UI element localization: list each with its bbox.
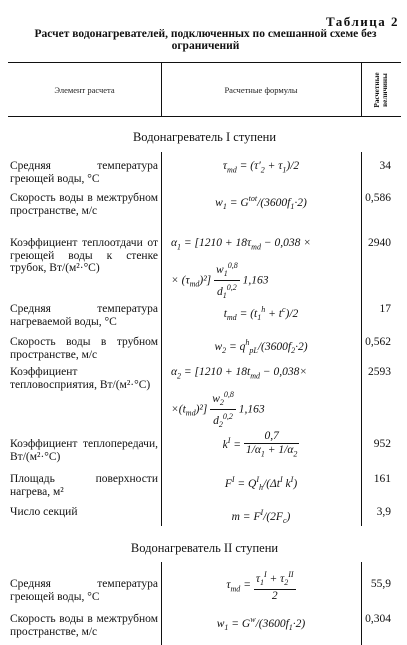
- row-value: 0,586: [365, 192, 391, 204]
- row-value: 2593: [368, 366, 391, 378]
- row-label: Средняя температура нагреваемой воды, °С: [10, 303, 158, 328]
- row-formula: $F^I = Q^I_h/(\Delta t^I$ $k^I$): [224, 475, 298, 493]
- row-value: 161: [373, 473, 391, 485]
- stage2-title: Водонагреватель II ступени: [130, 541, 279, 555]
- row-formula: $\tau_{md}$ = $\frac{\tau_1^I + \tau_2^{II}}{2}$: [226, 570, 294, 603]
- row-formula: $w_1 = G^w/(3600f_1\cdot 2)$: [216, 615, 306, 633]
- row-value: 0,562: [365, 336, 391, 348]
- row-label: Коэффициент теплопередачи, Вт/(м²·°С): [10, 438, 158, 463]
- row-label: Число секций: [10, 506, 78, 518]
- header-bottom-rule: [8, 116, 401, 117]
- stage2-divider-2: [361, 562, 362, 645]
- row-value: 17: [379, 303, 391, 315]
- row-formula: $t_{md} = (t_1^h + t^c)/2$: [223, 305, 299, 323]
- row-label: Коэффициент теплоотдачи от греющей воды к стенке трубок, Вт/(м²·°С): [10, 237, 158, 274]
- row-value: 55,9: [370, 578, 391, 590]
- row-formula: $\alpha_1 = [1210 + 18\tau_{md} - 0,038$ × × $(\tau_{md})^2$] $\frac{w_1^{0,8}}{d_1^{0,2}}$ 1,163: [171, 237, 311, 301]
- header-values-line2: величины: [380, 72, 389, 107]
- header-formulas: Расчетные формулы: [224, 85, 298, 95]
- header-values: [361, 64, 401, 115]
- row-label: Скорость воды в межтрубном пространстве, м/с: [10, 613, 158, 638]
- row-value: 2940: [368, 237, 391, 249]
- top-rule: [8, 62, 401, 63]
- stage1-title: Водонагреватель I ступени: [132, 130, 277, 144]
- row-value: 952: [373, 438, 391, 450]
- row-value: 0,304: [365, 613, 391, 625]
- row-label: Средняя температура греющей воды, °С: [10, 160, 158, 185]
- row-label: Скорость воды в трубном пространстве, м/с: [10, 336, 158, 361]
- row-value: 34: [379, 160, 391, 172]
- row-value: 3,9: [376, 506, 391, 518]
- row-label: Площадь поверхности нагрева, м²: [10, 473, 158, 498]
- row-label: Коэффициент тепловосприятия, Вт/(м²·°С): [10, 366, 151, 391]
- stage2-divider-1: [161, 562, 162, 645]
- header-element: Элемент расчета: [54, 85, 115, 95]
- row-formula: $w_1 = G^{tot}/(3600f_1\cdot 2)$: [215, 194, 307, 212]
- row-formula: $m = F^I/(2F_c)$: [231, 508, 291, 526]
- row-formula: $\alpha_2 = [1210 + 18t_{md} - 0,038\times$ $\times(t_{md})^2$] $\frac{w_2^{0,8}}{d_2^{0,2}}$ 1,163: [171, 366, 308, 430]
- row-label: Скорость воды в межтрубном пространстве, м/с: [10, 192, 158, 217]
- table-title: Расчет водонагревателей, подключенных по смешанной схеме без ограничений: [34, 28, 377, 52]
- table-number: Таблица 2: [325, 14, 399, 29]
- stage1-divider-1: [161, 152, 162, 526]
- row-formula: $k^I$ = $\frac{0,7}{1/\alpha_1 + 1/\alpha_2}$: [222, 430, 298, 459]
- row-formula: $\tau_{md} = (\tau'_2 + \tau_1)/2$: [222, 160, 300, 175]
- row-formula: $w_2 = q^h_{pL}/(3600f_2\cdot 2)$: [214, 338, 308, 356]
- header-values-line1: Расчетные: [372, 71, 381, 108]
- row-label: Средняя температура греющей воды, °С: [10, 578, 158, 603]
